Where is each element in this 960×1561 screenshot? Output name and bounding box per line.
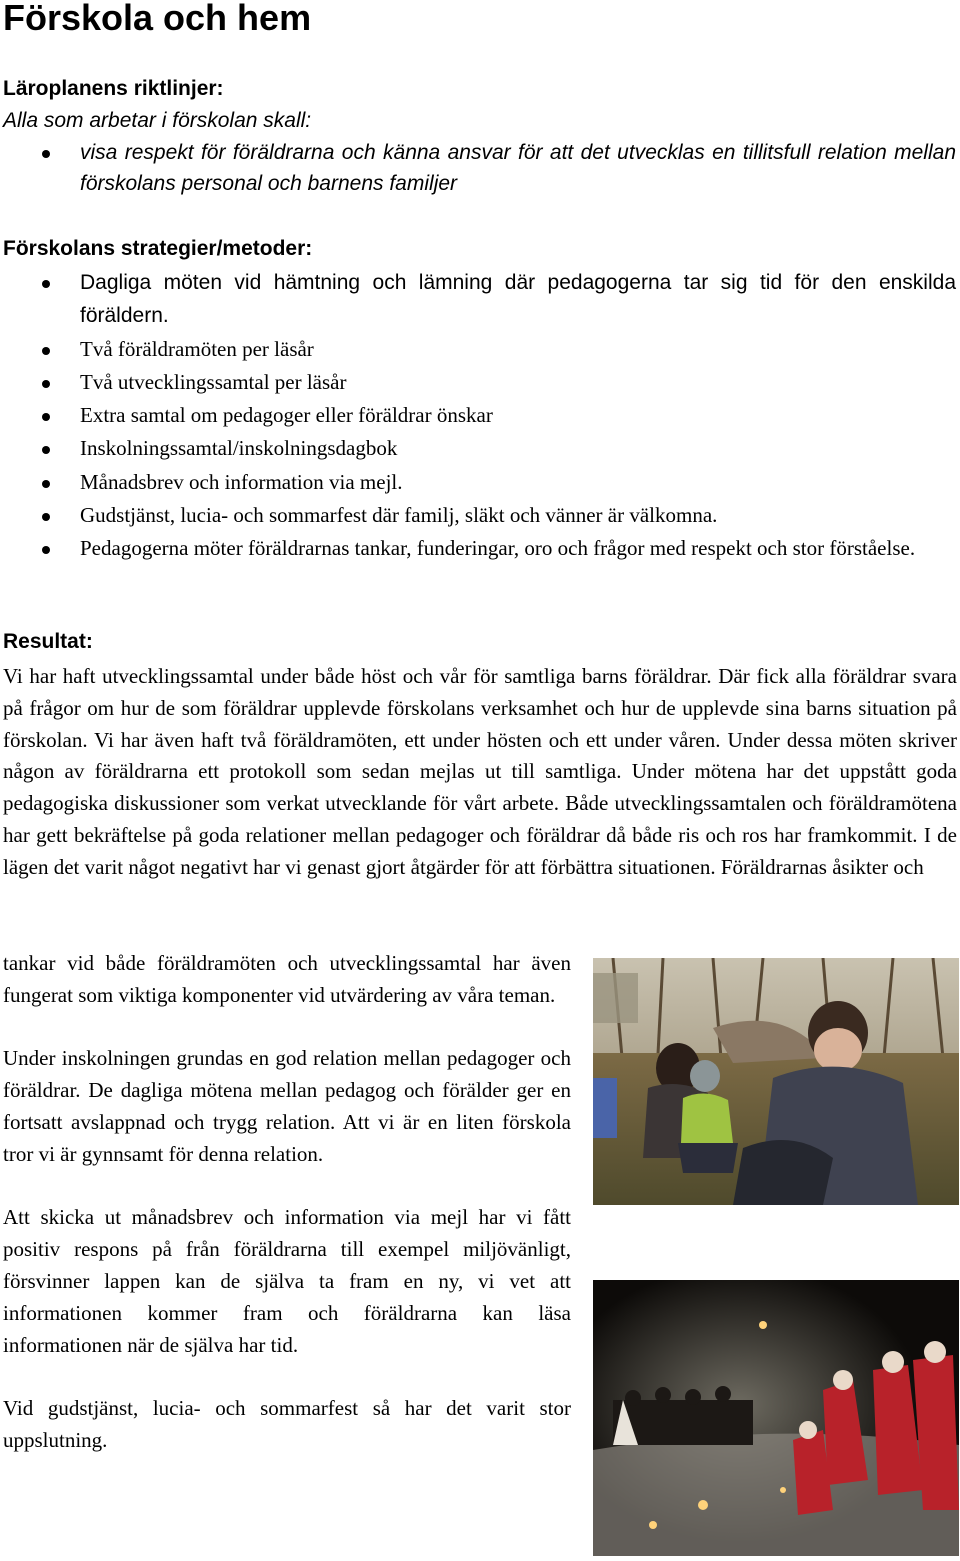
- list-item: [3, 466, 956, 499]
- strategies-heading: Förskolans strategier/metoder:: [3, 237, 313, 260]
- guidelines-section: [3, 73, 956, 199]
- photo-lucia-night: [593, 1280, 959, 1556]
- list-item-text: Inskolningssamtal/inskolningsdagbok: [80, 436, 398, 461]
- guidelines-heading: Läroplanens riktlinjer:: [3, 77, 224, 100]
- results-section: [3, 626, 956, 658]
- guidelines-list: [3, 137, 956, 199]
- results-left-column: [3, 948, 571, 1457]
- results-paragraph-2: Under inskolningen grundas en god relation mellan pedagoger och föräldrar. De dagliga mötena mellan pedagog och förälder ger en fortsatt avslappnad och trygg relation. Att vi är en liten förskola tror vi är gynnsamt för denna relation.: [3, 1046, 571, 1166]
- list-item: [3, 532, 956, 565]
- results-paragraph-1-continued: tankar vid både föräldramöten och utvecklingssamtal har även fungerat som viktiga komponenter vid utvärdering av våra teman.: [3, 951, 571, 1007]
- photo-family-outdoors: [593, 958, 959, 1205]
- results-paragraph-1: Vi har haft utvecklingssamtal under både höst och vår för samtliga barns föräldrar. Där fick alla föräldrar svara på frågor om hur de som föräldrar upplevde förskolans verksamhet och hur de upplevde sina barns situation på förskolan. Vi har även haft två föräldramöten, ett under hösten och ett under våren. Under dessa möten skriver någon av föräldrarna ett protokoll som sedan mejlas ut till samtliga. Under mötena har det uppstått goda pedagogiska diskussioner som verkat utvecklande för vårt arbete. Både utvecklingssamtalen och föräldramötena har gett bekräftelse på goda relationer mellan pedagoger och föräldrar då både ris och ros har framkommit. I de lägen det varit något negativt har vi genast gjort åtgärder för att förbättra situationen. Föräldrarnas åsikter och: [3, 664, 957, 879]
- results-paragraph-4: Vid gudstjänst, lucia- och sommarfest så har det varit stor uppslutning.: [3, 1396, 571, 1452]
- bullet-icon: [42, 380, 50, 388]
- bullet-icon: [42, 513, 50, 521]
- bullet-icon: [42, 347, 50, 355]
- bullet-icon: [42, 546, 50, 554]
- bullet-icon: [42, 446, 50, 454]
- bullet-icon: [42, 150, 50, 158]
- bullet-icon: [42, 280, 50, 288]
- list-item: [3, 399, 956, 432]
- strategies-list: [3, 266, 956, 566]
- list-item-text: Två utvecklingssamtal per läsår: [80, 369, 347, 394]
- list-item: [3, 499, 956, 532]
- results-paragraph-wide: [3, 661, 957, 884]
- list-item-text: Två föräldramöten per läsår: [80, 336, 314, 361]
- bullet-icon: [42, 413, 50, 421]
- list-item-text: Pedagogerna möter föräldrarnas tankar, funderingar, oro och frågor med respekt och stor förståelse.: [80, 536, 916, 561]
- results-heading: Resultat:: [3, 630, 93, 653]
- results-paragraph-3: Att skicka ut månadsbrev och information via mejl har vi fått positiv respons på från föräldrarna till exempel miljövänligt, försvinner lappen kan de själva ta fram en ny, vi vet att informationen kommer fram och föräldrarna kan läsa informationen när de själva har tid.: [3, 1205, 571, 1357]
- list-item-text: Dagliga möten vid hämtning och lämning där pedagogerna tar sig tid för den enskilda föräldern.: [80, 271, 956, 328]
- list-item: [3, 137, 956, 199]
- list-item-text: Extra samtal om pedagoger eller föräldrar önskar: [80, 403, 493, 428]
- page-title: Förskola och hem: [3, 0, 312, 38]
- strategies-section: [3, 232, 956, 566]
- list-item-text: Gudstjänst, lucia- och sommarfest där familj, släkt och vänner är välkomna.: [80, 503, 718, 528]
- photo-family-outdoors-graphic: [593, 958, 959, 1205]
- list-item: [3, 432, 956, 465]
- bullet-icon: [42, 480, 50, 488]
- photo-lucia-night-graphic: [593, 1280, 959, 1556]
- list-item-text: Månadsbrev och information via mejl.: [80, 469, 403, 494]
- list-item-text: visa respekt för föräldrarna och känna ansvar för att det utvecklas en tillitsfull relation mellan förskolans personal och barnens familjer: [80, 141, 956, 195]
- list-item: [3, 333, 956, 366]
- guidelines-intro: Alla som arbetar i förskolan skall:: [3, 109, 312, 132]
- list-item: [3, 266, 956, 333]
- list-item: [3, 366, 956, 399]
